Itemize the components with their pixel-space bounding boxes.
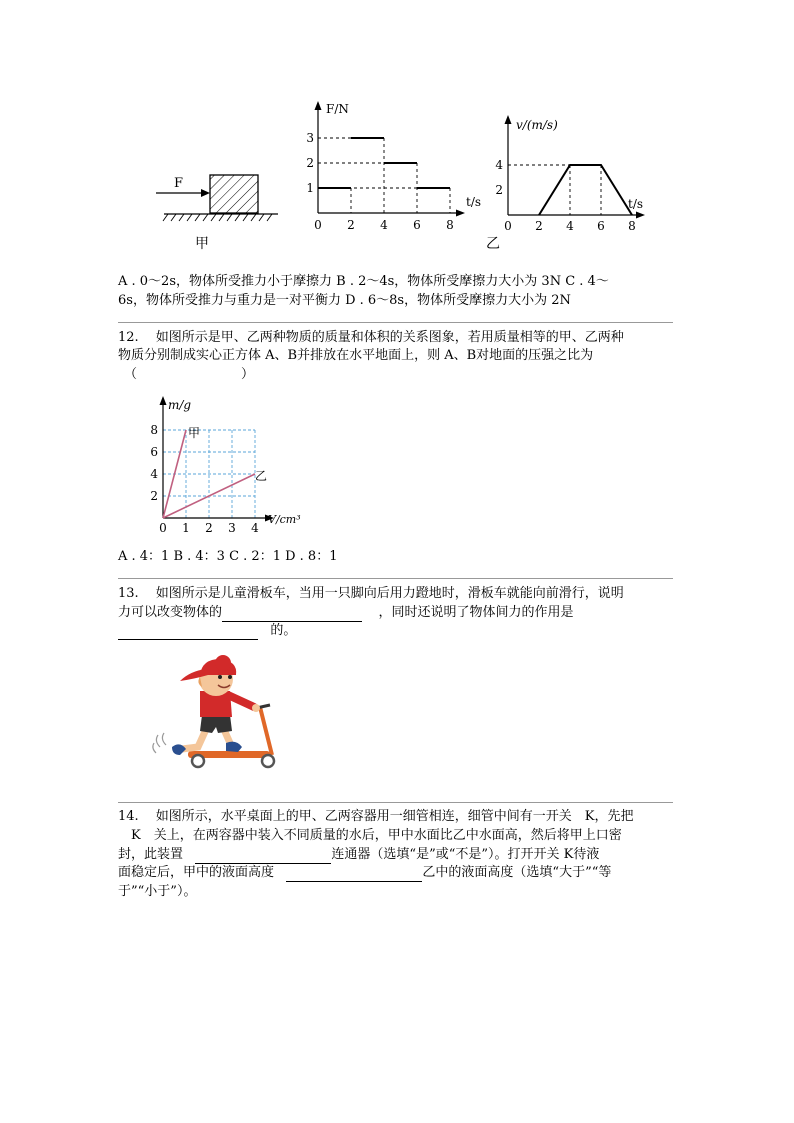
- y-axis-label: m/g: [168, 398, 192, 412]
- answer-blank-1[interactable]: [222, 607, 362, 622]
- q13-stem-line1: 13. 如图所示是儿童滑板车，当用一只脚向后用力蹬地时，滑板车就能向前滑行，说明: [118, 586, 624, 601]
- block: [210, 175, 258, 213]
- figure-caption-jia: 甲: [195, 236, 209, 252]
- q12-options: A . 4：1 B . 4：3 C . 2：1 D . 8：1: [118, 549, 338, 564]
- x-tick-label: 4: [380, 218, 388, 232]
- paren-close: ）: [241, 367, 255, 382]
- x-tick-label: 4: [251, 521, 259, 535]
- scooter-child-illustration: [150, 655, 290, 773]
- x-tick-label: 8: [628, 219, 636, 233]
- q12-stem-line1: 12. 如图所示是甲、乙两种物质的质量和体积的关系图象，若用质量相等的甲、乙两种: [118, 330, 624, 345]
- answer-blank-2[interactable]: [118, 625, 258, 640]
- q14-stem-line4: 面稳定后，甲中的液面高度 乙中的液面高度（选填“大于”“等: [118, 865, 612, 880]
- divider: [118, 322, 673, 323]
- velocity-time-chart: [486, 110, 660, 255]
- q14-stem-line1: 14. 如图所示，水平桌面上的甲、乙两容器用一细管相连，细管中间有一开关 K，先把: [118, 809, 634, 824]
- x-axis-label: V/cm³: [268, 513, 301, 526]
- x-tick-label: 3: [228, 521, 236, 535]
- force-time-chart: [300, 98, 495, 233]
- q11-options-line1: A . 0～2s，物体所受推力小于摩擦力 B . 2～4s，物体所受摩擦力大小为 3N C . 4～: [118, 274, 609, 289]
- block-diagram: [150, 160, 285, 255]
- x-tick-label: 0: [504, 219, 512, 233]
- y-axis-label: F/N: [326, 102, 349, 116]
- x-tick-label: 1: [182, 521, 190, 535]
- divider: [118, 578, 673, 579]
- x-tick-label: 0: [314, 218, 322, 232]
- x-tick-label: 0: [159, 521, 167, 535]
- q12-answer-paren: [124, 366, 254, 384]
- x-tick-label: 6: [413, 218, 421, 232]
- x-tick-label: 2: [205, 521, 213, 535]
- q14-stem-line3: 封，此装置 连通器（选填“是”或“不是”）。打开开关 K待液: [118, 847, 600, 862]
- q11-options-line2: 6s，物体所受推力与重力是一对平衡力 D . 6～8s，物体所受摩擦力大小为 2N: [118, 293, 571, 308]
- x-tick-label: 2: [535, 219, 543, 233]
- x-tick-label: 6: [597, 219, 605, 233]
- q14-stem-line2: K 关上，在两容器中装入不同质量的水后，甲中水面比乙中水面高，然后将甲上口密: [118, 828, 622, 843]
- y-tick-label: 2: [495, 183, 503, 197]
- x-axis-label: t/s: [466, 195, 482, 209]
- y-tick-label: 4: [495, 158, 503, 172]
- mass-volume-chart: [140, 392, 315, 535]
- x-axis-label: t/s: [628, 197, 644, 211]
- q12-stem-line2: 物质分别制成实心正方体 A、B并排放在水平地面上，则 A、B对地面的压强之比为: [118, 348, 594, 363]
- y-tick-label: 3: [306, 131, 314, 145]
- divider: [118, 802, 673, 803]
- answer-blank-4[interactable]: [286, 867, 422, 882]
- q13-stem-line3: 的。: [118, 622, 296, 640]
- x-tick-label: 4: [566, 219, 574, 233]
- y-tick-label: 6: [150, 445, 158, 459]
- y-tick-label: 4: [150, 467, 158, 481]
- x-tick-label: 8: [446, 218, 454, 232]
- series-jia-label: 甲: [188, 426, 201, 440]
- q14-stem-line5: 于”“小于”）。: [118, 884, 197, 899]
- y-tick-label: 2: [150, 489, 158, 503]
- series-jia-line: [163, 430, 186, 518]
- q13-stem-line2: 力可以改变物体的 ，同时还说明了物体间力的作用是: [118, 605, 574, 620]
- y-axis-label: v/(m/s): [516, 118, 558, 132]
- paren-open: （: [124, 367, 138, 382]
- force-label: F: [174, 176, 184, 191]
- series-yi-label: 乙: [255, 469, 268, 483]
- figure-caption-yi: 乙: [486, 236, 500, 252]
- y-tick-label: 8: [150, 423, 158, 437]
- answer-blank-3[interactable]: [195, 849, 331, 864]
- velocity-series-line: [539, 165, 632, 215]
- x-tick-label: 2: [347, 218, 355, 232]
- y-tick-label: 1: [306, 181, 314, 195]
- y-tick-label: 2: [306, 156, 314, 170]
